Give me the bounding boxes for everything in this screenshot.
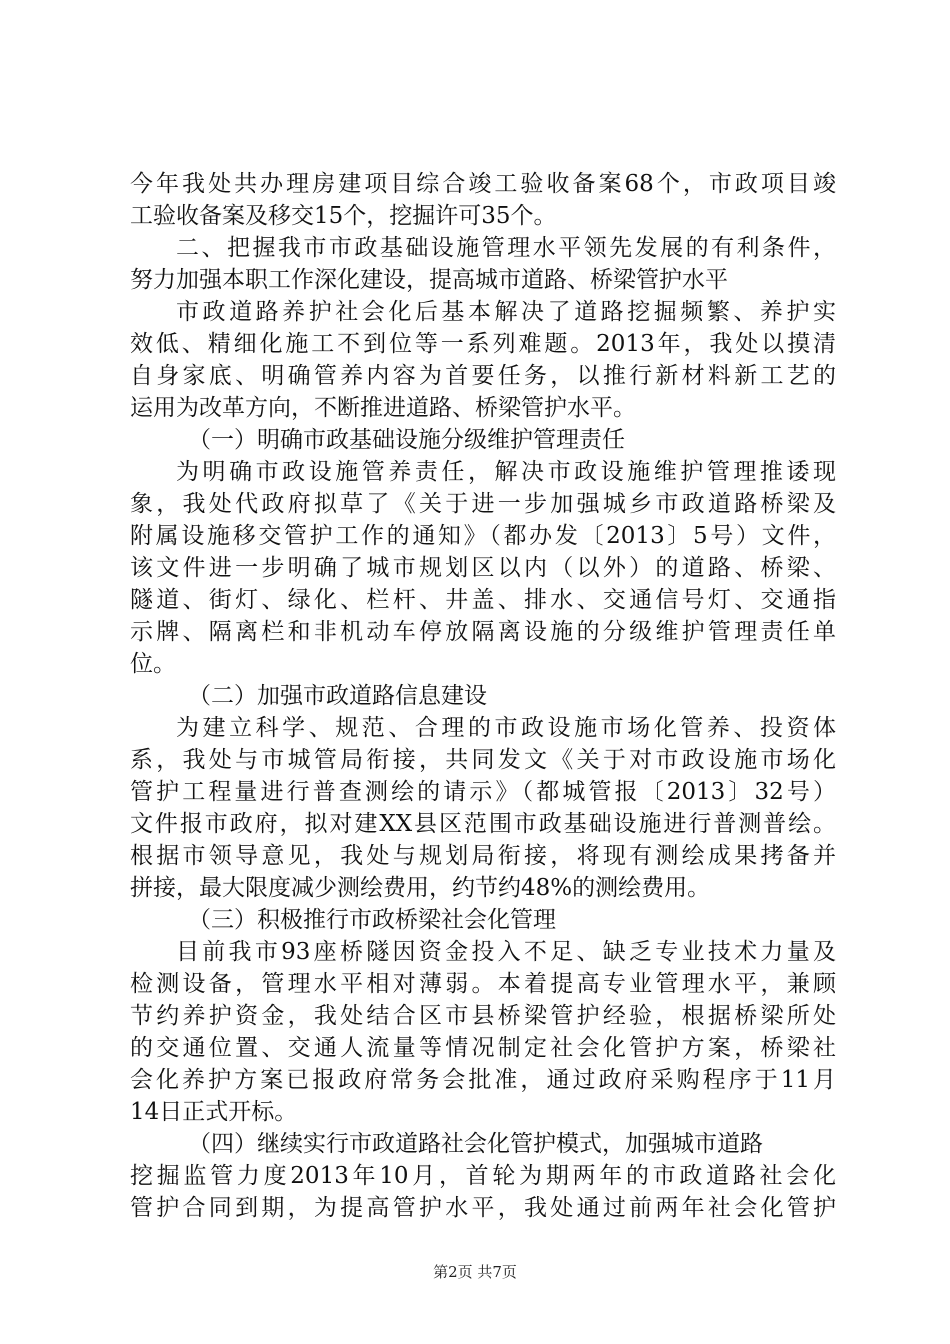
text-line: 示牌、隔离栏和非机动车停放隔离设施的分级维护管理责任单 <box>130 619 836 645</box>
text-line: 为明确市政设施管养责任，解决市政设施维护管理推诿现 <box>176 459 836 485</box>
text-line: 为建立科学、规范、合理的市政设施市场化管养、投资体 <box>176 715 836 741</box>
text-line: 隧道、街灯、绿化、栏杆、井盖、排水、交通信号灯、交通指 <box>130 587 836 613</box>
text-line: 二、把握我市市政基础设施管理水平领先发展的有利条件， <box>176 235 836 261</box>
text-line: 该文件进一步明确了城市规划区以内（以外）的道路、桥梁、 <box>130 555 836 581</box>
document-body <box>130 168 836 1224</box>
text-line: 运用为改革方向，不断推进道路、桥梁管护水平。 <box>130 395 636 421</box>
text-line: 附属设施移交管护工作的通知》（都办发〔2013〕5号）文件， <box>130 523 836 549</box>
text-line: 挖掘监管力度2013年10月，首轮为期两年的市政道路社会化 <box>130 1163 836 1189</box>
text-line: （一）明确市政基础设施分级维护管理责任 <box>188 427 625 453</box>
text-line: 拼接，最大限度减少测绘费用，约节约48%的测绘费用。 <box>130 875 711 901</box>
text-line: 目前我市93座桥隧因资金投入不足、缺乏专业技术力量及 <box>176 939 836 965</box>
text-line: （二）加强市政道路信息建设 <box>188 683 487 709</box>
text-line: 节约养护资金，我处结合区市县桥梁管护经验，根据桥梁所处 <box>130 1003 836 1029</box>
text-line: 的交通位置、交通人流量等情况制定社会化管护方案，桥梁社 <box>130 1035 836 1061</box>
text-line: 会化养护方案已报政府常务会批准，通过政府采购程序于11月 <box>130 1067 836 1093</box>
text-line: 今年我处共办理房建项目综合竣工验收备案68个，市政项目竣 <box>130 171 836 197</box>
text-line: 市政道路养护社会化后基本解决了道路挖掘频繁、养护实 <box>176 299 836 325</box>
text-line: 管护工程量进行普查测绘的请示》（都城管报〔2013〕32号） <box>130 779 836 805</box>
text-line: 检测设备，管理水平相对薄弱。本着提高专业管理水平，兼顾 <box>130 971 836 997</box>
text-line: 象，我处代政府拟草了《关于进一步加强城乡市政道路桥梁及 <box>130 491 836 517</box>
text-line: 效低、精细化施工不到位等一系列难题。2013年，我处以摸清 <box>130 331 836 357</box>
text-line: 管护合同到期，为提高管护水平，我处通过前两年社会化管护 <box>130 1195 836 1221</box>
text-line: 14日正式开标。 <box>130 1099 298 1125</box>
text-line: 努力加强本职工作深化建设，提高城市道路、桥梁管护水平 <box>130 267 728 293</box>
text-line: 系，我处与市城管局衔接，共同发文《关于对市政设施市场化 <box>130 747 836 773</box>
text-line: 工验收备案及移交15个，挖掘许可35个。 <box>130 203 557 229</box>
text-line: （三）积极推行市政桥梁社会化管理 <box>188 907 556 933</box>
text-line: 文件报市政府，拟对建XX县区范围市政基础设施进行普测普绘。 <box>130 811 836 837</box>
text-line: 位。 <box>130 651 176 677</box>
text-line: 自身家底、明确管养内容为首要任务，以推行新材料新工艺的 <box>130 363 836 389</box>
text-line: （四）继续实行市政道路社会化管护模式，加强城市道路 <box>188 1131 763 1157</box>
page-footer: 第2页 共7页 <box>433 1263 517 1281</box>
text-line: 根据市领导意见，我处与规划局衔接，将现有测绘成果拷备并 <box>130 843 836 869</box>
